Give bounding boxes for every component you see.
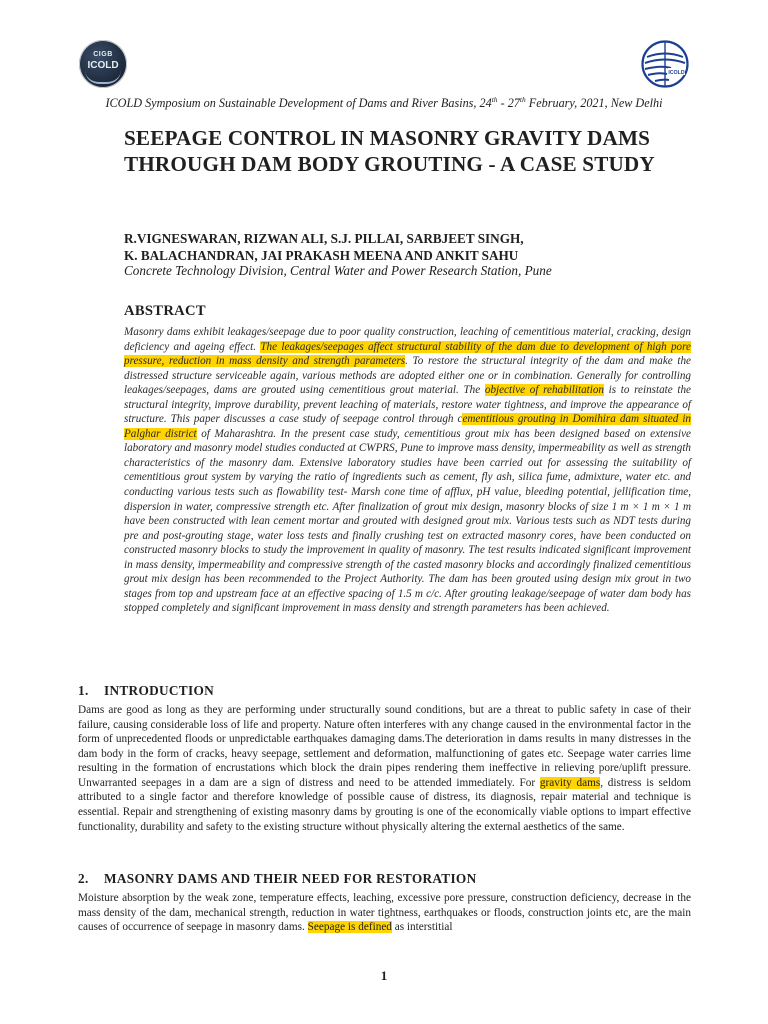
- page-number: 1: [380, 968, 388, 983]
- authors-line-2: K. BALACHANDRAN, JAI PRAKASH MEENA AND ANKIT SAHU: [124, 248, 519, 263]
- introduction-paragraph: Dams are good as long as they are performing under structurally sound conditions, but are a threat to public safety in case of their failure, causing considerable loss of life and property. Nature often interferes with any change caused in the environmental factor in the form of unprecedented floods or unpredictable earthquakes damaging dams.The deterioration in dams results in many distresses in the dam body in the form of cracks, heavy seepage, settlement and deformation, malfunctioning of gates etc. Seepage water carries lime resulting in the formation of encrustations which block the drain pipes rendering them ineffective in relieving pore/uplift pressure. Unwarranted seepages in a dam are a sign of distress and need to be attended immediately. For gravity dams, distress is seldom attributed to a single factor and therefore knowledge of possible cause of distress, its diagnosis, repair material and technique is essential. Repair and strengthening of existing masonry dams by grouting is one of the economically viable options to impart effective functionality, durability and safety to the existing structure without physically altering the external aesthetics of the same.: [78, 704, 691, 833]
- paper-title: SEEPAGE CONTROL IN MASONRY GRAVITY DAMS THROUGH DAM BODY GROUTING - A CASE STUDY: [124, 126, 655, 176]
- affiliation: Concrete Technology Division, Central Water and Power Research Station, Pune: [124, 263, 552, 278]
- masonry-dams-paragraph: Moisture absorption by the weak zone, temperature effects, leaching, excessive pore pressure, construction deficiency, decrease in the mass density of the dam, mechanical strength, reduction in water tightness, earthquakes or floods, construction joints etc, are the main causes of occurrence of seepage in masonry dams. Seepage is defined as interstitial: [78, 892, 691, 934]
- abstract-heading: ABSTRACT: [124, 303, 206, 319]
- highlight: objective of rehabilitation: [484, 384, 604, 397]
- symposium-header: ICOLD Symposium on Sustainable Development of Dams and River Basins, 24th - 27th February, 2021, New Delhi: [105, 95, 663, 111]
- highlight: Seepage is defined: [307, 921, 392, 934]
- logo-arc: [85, 70, 121, 84]
- highlight: ementitious grouting in Domihira dam situated in Palghar district: [124, 413, 691, 440]
- icold-globe-logo: [641, 40, 689, 88]
- abstract-body: Masonry dams exhibit leakages/seepage due to poor quality construction, leaching of cementitious material, cracking, design deficiency and ageing effect. The leakages/seepages affect structural stability of the dam due to development of high pore pressure, reduction in mass density and strength parameters. To restore the structural integrity of the dam and make the distressed structure serviceable again, various methods are adopted either one or in combination. Generally for controlling leakages/seepages, dams are grouted using cementitious grout material. The objective of rehabilitation is to reinstate the structural integrity, improve durability, prevent leaching of materials, restore water tightness, and improve the appearance of structure. This paper discusses a case study of seepage control through cementitious grouting in Domihira dam situated in Palghar district of Maharashtra. In the present case study, cementitious grout mix has been designed based on extensive laboratory and masonry model studies conducted at CWPRS, Pune to improve mass density, impermeability as well as strength characteristics of the masonry dam. Extensive laboratory studies have been carried out for assessing the suitability of cementitious grout system by varying the ratio of ingredients such as cement, fly ash, silica fume, admixture, water etc. and conducting various tests such as flowability test- Marsh cone time of afflux, pH value, bleeding potential, jellification time, dispersion in water, compressive strength etc. After finalization of grout mix design, masonry blocks of size 1 m × 1 m × 1 m have been constructed with lean cement mortar and grouted with designed grout mix. Various tests such as NDT tests during pre and post-grouting stage, water loss tests and finally crushing test on extracted masonry cores, have been conducted on constructed masonry blocks to study the improvement in quality of masonry. The test results indicated significant improvement in mass density, impermeability and compressive strength of the casted masonry blocks and accordingly finalized cementitious grout mix design has been recommended to the Project Authority. The dam has been grouted using design mix grout in two stages from top and upstream face at an effective spacing of 1.5 m c/c. After grouting leakage/seepage of water dam body has stopped completely and significant improvement in mass density and strength parameters has been achieved.: [124, 326, 692, 615]
- section-heading-masonry-dams: 2. MASONRY DAMS AND THEIR NEED FOR RESTORATION: [78, 871, 477, 886]
- highlight: The leakages/seepages affect structural stability of the dam due to development of high pore pressure, reduction in mass density and strength parameters: [124, 340, 691, 368]
- section-heading-introduction: 1. INTRODUCTION: [78, 683, 214, 698]
- logo-text-cigb: CIGB: [93, 51, 113, 58]
- logo-text-icold-right: ICOLD: [668, 70, 685, 76]
- authors-line-1: R.VIGNESWARAN, RIZWAN ALI, S.J. PILLAI, SARBJEET SINGH,: [124, 231, 524, 246]
- cigb-icold-logo: [79, 40, 127, 88]
- author-list: [124, 230, 704, 264]
- logo-text-icold: ICOLD: [87, 60, 119, 71]
- highlight: gravity dams: [539, 776, 601, 789]
